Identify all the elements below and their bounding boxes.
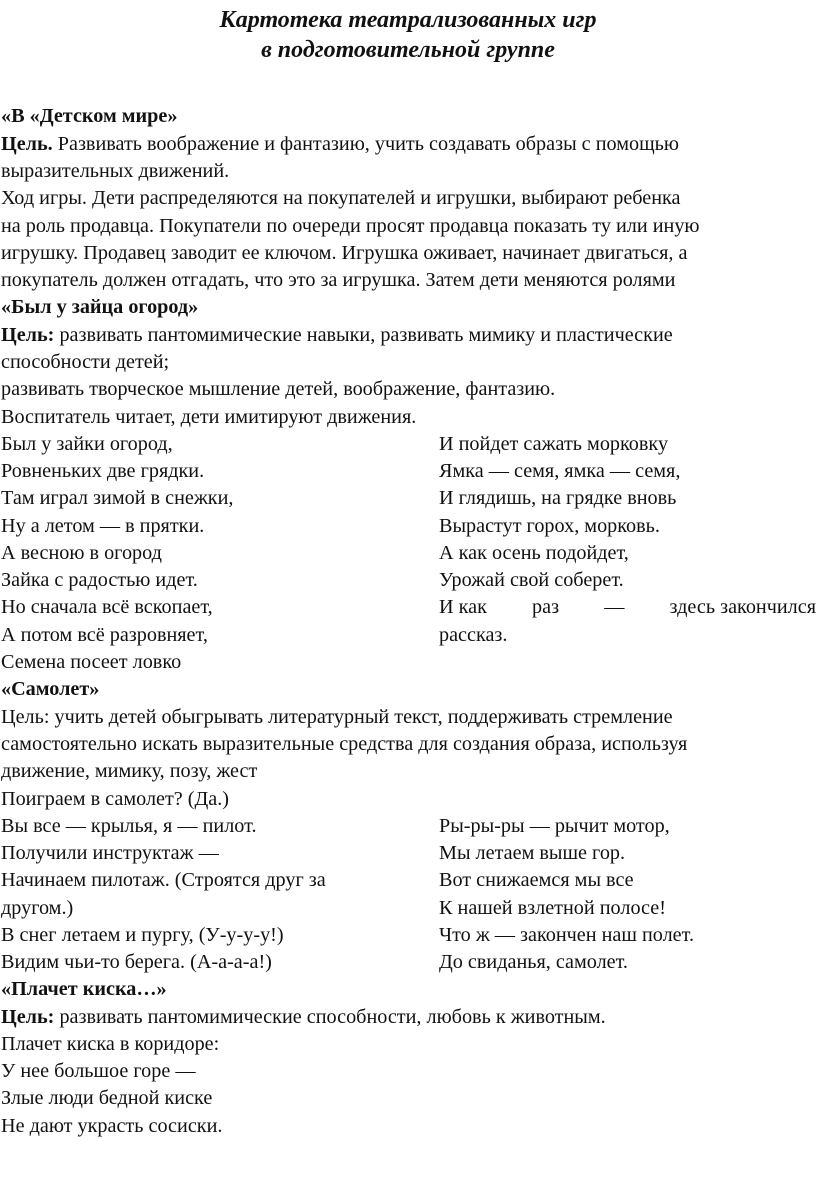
poem-line: У нее большое горе — [1,1060,196,1082]
game-1-goal [1,131,679,157]
poem-left-line: Был у зайки огород, [1,433,173,455]
poem-right-line: Вырастут горох, морковь. [439,515,660,537]
poem-left-line: Ну а летом — в прятки. [1,515,205,537]
game-2-goal-cont: способности детей; [1,351,170,373]
game-3-intro: Поиграем в самолет? (Да.) [1,788,230,810]
poem-word: — [604,596,625,618]
poem-left-line: Семена посеет ловко [1,651,182,673]
game-2-goal [1,322,673,348]
poem-left-line: А весною в огород [1,542,162,564]
game-4-name: «Плачет киска…» [1,978,167,1000]
poem-right-line: Вот снижаемся мы все [439,869,634,891]
game-3-goal-line: движение, мимику, позу, жест [1,760,258,782]
poem-right-justified-line [439,594,816,620]
poem-word: здесь закончился [669,596,816,618]
goal-text: развивать пантомимические способности, любовь к животным. [54,1006,606,1028]
poem-left-line: В снег летаем и пургу, (У-у-у-у!) [1,924,284,946]
poem-right-line: Ры-ры-ры — рычит мотор, [439,815,670,837]
goal-label: Цель: [1,324,55,346]
poem-left-line: Там играл зимой в снежки, [1,487,234,509]
game-4-goal [1,1004,606,1030]
poem-right-line: А как осень подойдет, [439,542,629,564]
poem-left-line: другом.) [1,897,74,919]
poem-left-line: Ровненьких две грядки. [1,460,205,482]
poem-left-line: Получили инструктаж — [1,842,219,864]
poem-word: раз [532,596,560,618]
game-1-body-line: покупатель должен отгадать, что это за игрушка. Затем дети меняются ролями [1,269,676,291]
poem-left-line: Видим чьи-то берега. (А-а-а-а!) [1,951,272,973]
game-2-name: «Был у зайца огород» [1,296,199,318]
poem-left-line: Но сначала всё вскопает, [1,596,213,618]
game-1-body-line: игрушку. Продавец заводит ее ключом. Игрушка оживает, начинает двигаться, а [1,242,688,264]
poem-right-line: рассказ. [439,624,508,646]
poem-right-line: Ямка — семя, ямка — семя, [439,460,681,482]
poem-left-line: Вы все — крылья, я — пилот. [1,815,257,837]
game-1-body-line: Ход игры. Дети распределяются на покупателей и игрушки, выбирают ребенка [1,187,681,209]
game-2-body-line: развивать творческое мышление детей, воображение, фантазию. [1,378,556,400]
poem-right-line: И пойдет сажать морковку [439,433,669,455]
poem-left-line: Начинаем пилотаж. (Строятся друг за [1,869,326,891]
document-title-line-1: Картотека театрализованных игр [219,7,597,33]
poem-right-line: Мы летаем выше гор. [439,842,626,864]
poem-right-line: Что ж — закончен наш полет. [439,924,694,946]
document-title-line-2: в подготовительной группе [261,37,555,63]
poem-line: Плачет киска в коридоре: [1,1033,220,1055]
game-3-name: «Самолет» [1,678,100,700]
poem-right-line: Урожай свой соберет. [439,569,624,591]
poem-right-line: До свиданья, самолет. [439,951,628,973]
game-1-name: «В «Детском мире» [1,105,178,127]
poem-line: Не дают украсть сосиски. [1,1115,223,1137]
poem-word: И как [439,596,487,618]
poem-left-line: А потом всё разровняет, [1,624,208,646]
goal-label: Цель: [1,1006,55,1028]
game-2-body-line: Воспитатель читает, дети имитируют движения. [1,406,417,428]
goal-text: Развивать воображение и фантазию, учить создавать образы с помощью [52,133,679,155]
poem-line: Злые люди бедной киске [1,1087,213,1109]
game-3-goal-line: Цель: учить детей обыгрывать литературный текст, поддерживать стремление [1,706,673,728]
game-1-body-line: на роль продавца. Покупатели по очереди просят продавца показать ту или иную [1,215,700,237]
game-3-goal-line: самостоятельно искать выразительные средства для создания образа, используя [1,733,688,755]
goal-label: Цель. [1,133,53,155]
poem-right-line: К нашей взлетной полосе! [439,897,666,919]
poem-left-line: Зайка с радостью идет. [1,569,198,591]
game-1-goal-cont: выразительных движений. [1,160,230,182]
poem-right-line: И глядишь, на грядке вновь [439,487,677,509]
goal-text: развивать пантомимические навыки, развивать мимику и пластические [54,324,673,346]
